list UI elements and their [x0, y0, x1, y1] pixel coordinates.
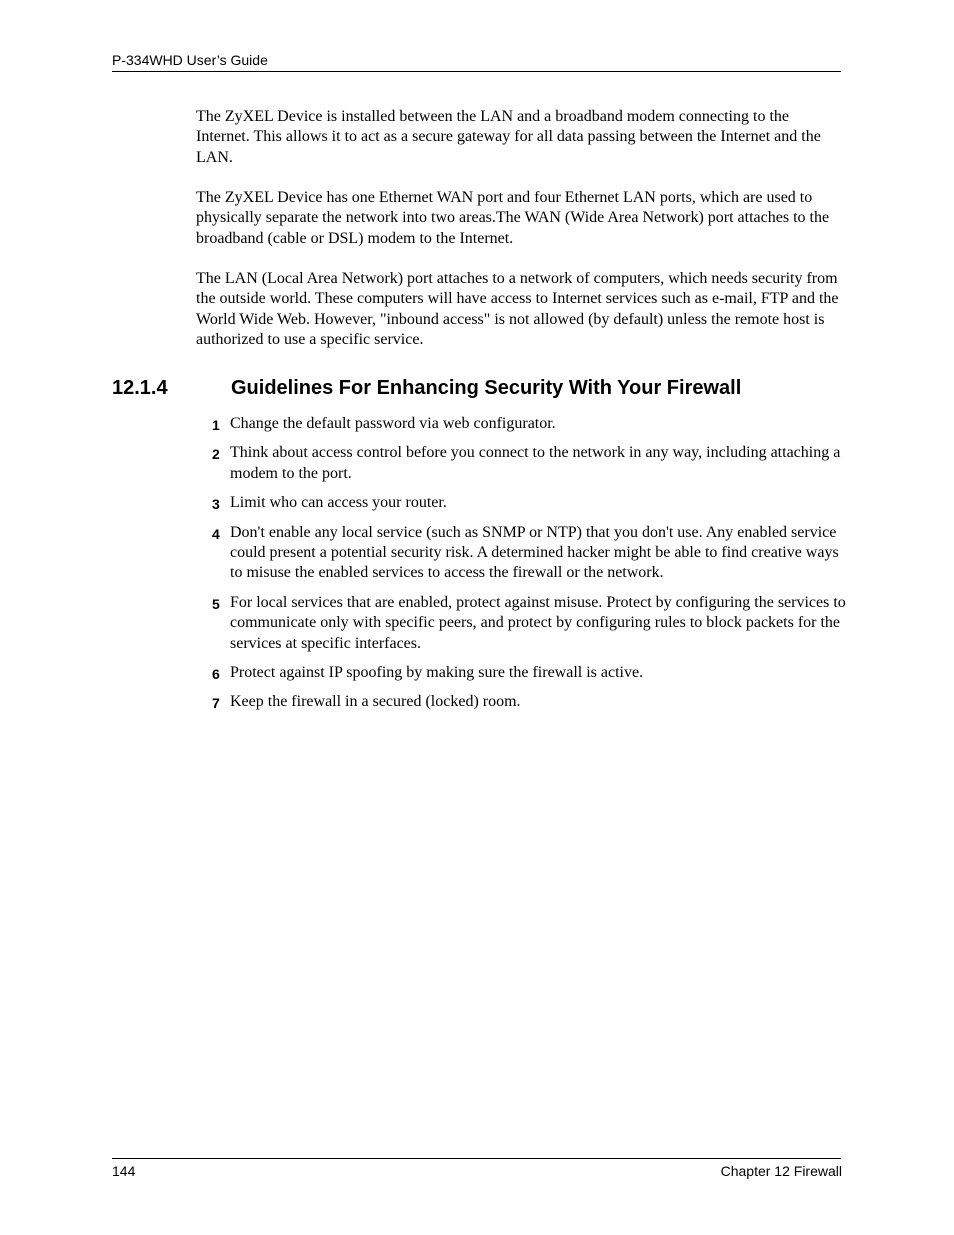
- section-number: 12.1.4: [112, 377, 168, 399]
- step-text: Protect against IP spoofing by making sure the firewall is active.: [230, 664, 644, 682]
- running-header: P-334WHD User’s Guide: [112, 52, 268, 68]
- step-text: For local services that are enabled, protect against misuse. Protect by configuring the services to communicate only with specific peers, and protect by configuring rules to block packets for the services at specific interfaces.: [230, 593, 846, 652]
- list-item: [212, 663, 852, 683]
- list-item: [212, 414, 852, 434]
- step-number: 6: [212, 666, 220, 683]
- step-number: 4: [212, 525, 220, 542]
- list-item: [212, 523, 852, 584]
- footer-divider: [112, 1158, 841, 1159]
- step-text: Don't enable any local service (such as SNMP or NTP) that you don't use. Any enabled service could present a potential security risk. A determined hacker might be able to find creative ways to misuse the enabled services to access the firewall or the network.: [230, 523, 839, 582]
- guideline-steps-list: [212, 414, 852, 722]
- section-heading: [112, 375, 852, 401]
- step-text: Think about access control before you connect to the network in any way, including attaching a modem to the port.: [230, 444, 841, 482]
- page-number: 144: [112, 1163, 136, 1179]
- section-title: Guidelines For Enhancing Security With Your Firewall: [231, 377, 742, 399]
- intro-paragraph-2: The ZyXEL Device has one Ethernet WAN port and four Ethernet LAN ports, which are used to physically separate the network into two areas.The WAN (Wide Area Network) port attaches to the broadband (cable or DSL) modem to the Internet.: [196, 189, 830, 247]
- step-number: 3: [212, 496, 220, 513]
- list-item: [212, 443, 852, 484]
- step-text: Keep the firewall in a secured (locked) room.: [230, 693, 521, 711]
- step-number: 2: [212, 446, 220, 463]
- intro-paragraph-3: The LAN (Local Area Network) port attaches to a network of computers, which needs security from the outside world. These computers will have access to Internet services such as e-mail, FTP and the World Wide Web. However, "inbound access" is not allowed (by default) unless the remote host is authorized to use a specific service.: [196, 270, 839, 349]
- list-item: [212, 493, 852, 513]
- step-text: Change the default password via web configurator.: [230, 415, 556, 432]
- step-number: 7: [212, 695, 220, 712]
- intro-paragraph-1: The ZyXEL Device is installed between the LAN and a broadband modem connecting to the Internet. This allows it to act as a secure gateway for all data passing between the Internet and the LAN.: [196, 108, 821, 166]
- list-item: [212, 692, 852, 712]
- header-divider: [112, 71, 841, 72]
- list-item: [212, 593, 852, 654]
- chapter-label: Chapter 12 Firewall: [720, 1163, 842, 1179]
- step-text: Limit who can access your router.: [230, 494, 447, 512]
- step-number: 5: [212, 595, 220, 612]
- step-number: 1: [212, 417, 220, 433]
